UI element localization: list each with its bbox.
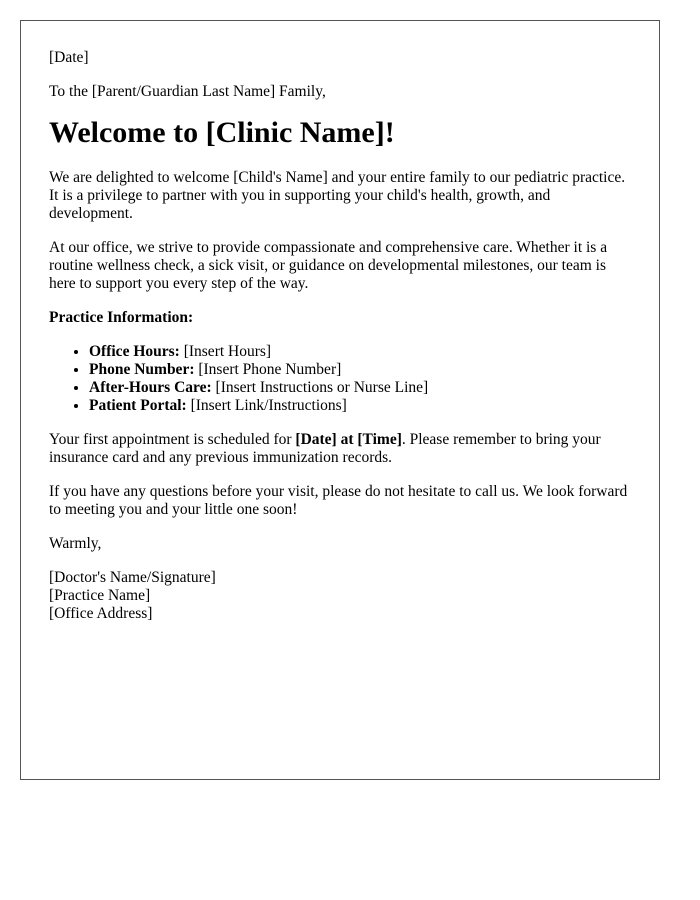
after-hours-label: After-Hours Care: xyxy=(89,379,212,396)
questions-paragraph: If you have any questions before your visit, please do not hesitate to call us. We look forward to meeting you and your little one soon! xyxy=(49,483,628,518)
practice-info-heading: Practice Information: xyxy=(49,309,194,326)
page-title: Welcome to [Clinic Name]! xyxy=(49,116,395,149)
list-item xyxy=(89,343,631,361)
office-address: [Office Address] xyxy=(49,605,153,622)
salutation: To the [Parent/Guardian Last Name] Family, xyxy=(49,83,326,100)
appointment-prefix: Your first appointment is scheduled for xyxy=(49,431,292,448)
letter-page xyxy=(20,20,660,780)
patient-portal-label: Patient Portal: xyxy=(89,397,187,414)
practice-info-list xyxy=(49,343,631,415)
doctor-signature: [Doctor's Name/Signature] xyxy=(49,569,216,586)
appointment-datetime: [Date] at [Time] xyxy=(295,431,402,448)
appointment-paragraph xyxy=(49,431,631,467)
care-paragraph: At our office, we strive to provide compassionate and comprehensive care. Whether it is a routine wellness check, a sick visit, or guidance on developmental milestones, our team is here to support you every step of the way. xyxy=(49,239,608,292)
office-hours-label: Office Hours: xyxy=(89,343,180,360)
list-item xyxy=(89,397,631,415)
intro-paragraph: We are delighted to welcome [Child's Name] and your entire family to our pediatric practice. It is a privilege to partner with you in supporting your child's health, growth, and development. xyxy=(49,169,626,222)
phone-number-label: Phone Number: xyxy=(89,361,195,378)
list-item xyxy=(89,361,631,379)
patient-portal-value: [Insert Link/Instructions] xyxy=(190,397,347,414)
letter-date: [Date] xyxy=(49,49,89,66)
list-item xyxy=(89,379,631,397)
after-hours-value: [Insert Instructions or Nurse Line] xyxy=(215,379,429,396)
appointment-suffix: . Please remember to bring your insurance card and any previous immunization records. xyxy=(49,431,601,466)
closing: Warmly, xyxy=(49,535,102,552)
phone-number-value: [Insert Phone Number] xyxy=(198,361,342,378)
practice-name: [Practice Name] xyxy=(49,587,151,604)
office-hours-value: [Insert Hours] xyxy=(183,343,272,360)
